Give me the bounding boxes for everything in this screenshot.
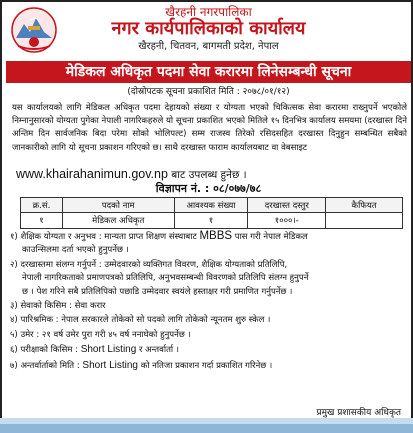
col-header-serial: क्र.सं. (21, 198, 63, 213)
table-row (21, 213, 403, 229)
item-1-degree: MBBS (199, 230, 233, 242)
notice-title: मेडिकल अधिकृत पदमा सेवा करारमा लिनेसम्बन्धी सूचना (6, 61, 411, 83)
publish-date-note: (दोस्रोपटक सूचना प्रकाशित मिति : २०७८/०१/१२) (127, 87, 290, 97)
list-item (10, 343, 408, 357)
cell-fee: १०००।- (248, 213, 326, 229)
municipality-name: खैरहनी नगरपालिका (165, 5, 252, 19)
col-header-fee: दरखास्त दस्तुर (248, 198, 326, 213)
item-6-rest: र अन्तर्वार्ता । (139, 345, 180, 356)
col-header-post: पदको नाम (62, 198, 174, 213)
list-item-cont: नेपाली नागरिकताको प्रमाणपत्रको प्रतिलिपि, अनुभवसम्बन्धी विवरणको प्रतिलिपि संलग्न हुनुपर्ने (22, 273, 309, 284)
notice-header (2, 2, 413, 70)
item-7-shortlisting: Short Listing (82, 359, 138, 371)
cell-count: १ (174, 213, 248, 229)
vacancy-table (20, 197, 403, 229)
office-name: नगर कार्यपालिकाको कार्यालय (111, 18, 306, 39)
cell-remarks (326, 213, 403, 229)
list-item: २) दरखास्तमा संलग्न गर्नुपर्ने : उम्मेदवारको व्यक्तिगत विवरण, शैक्षिक योग्यताको प्रतिलिपि, (10, 259, 288, 270)
item-1-text: १) शैक्षिक योग्यता र अनुभव : मान्यता प्राप्त शिक्षण संस्थाबाट (10, 232, 197, 242)
item-6-shortlisting: Short Listing (80, 344, 137, 356)
bottom-band (0, 424, 413, 433)
advertisement-number: विज्ञापन नं. : ०८/०७७/७८ (155, 182, 262, 195)
list-item-cont: काउन्सिलमा दर्ता भएको हुनुपर्नेछ । (22, 245, 129, 256)
website-line (16, 167, 411, 182)
item-6-label: ६) परीक्षाको किसिम : (10, 345, 78, 356)
list-item-cont: छ । पेश गरिने सबै प्रतिलिपिको पछाडि उम्मेदवार स्वयंले हस्ताक्षर गरी प्रमाणित गर्नुपर्नेछ । (22, 286, 293, 297)
table-header-row (21, 198, 403, 213)
col-header-remarks: कैफियत (326, 198, 403, 213)
item-1-text-cont: पास गरी नेपाल मेडिकल (234, 232, 308, 242)
bottom-strip (0, 418, 413, 433)
signatory-title: प्रमुख प्रशासकीय अधिकृत (316, 408, 401, 418)
cell-serial: १ (21, 213, 63, 229)
item-7-rest: को नतिजा प्रकाशन गर्दा प्रकाशित गरिनेछ । (140, 360, 273, 371)
list-item (10, 359, 408, 373)
website-link[interactable]: www.khairahanimun.gov.np (16, 167, 168, 181)
item-7-label: ७) अन्तर्वार्ताको मिति : (10, 360, 80, 371)
office-address: खैरहनी, चितवन, बागमती प्रदेश, नेपाल (138, 41, 279, 52)
list-item: ५) उमेर : २१ वर्ष उमेर पुरा गरी ४५ वर्ष ननाघेको हुनुपर्नेछ । (10, 329, 191, 340)
cell-post: मेडिकल अधिकृत (62, 213, 174, 229)
list-item: ४) पारिश्रमिक : नेपाल सरकारले तोकेको सो पदको लागि तोकेको न्यूनतम शुरु स्केल । (10, 315, 271, 326)
website-suffix: बाट उपलब्ध हुनेछ । (171, 169, 247, 181)
list-item: ३) सेवाको किसिम : सेवा करार (10, 301, 106, 312)
intro-paragraph: यस कार्यालयको लागि मेडिकल अधिकृत पदमा देहायको संख्या र योग्यता भएको चिकित्सक सेवा करारमा राख्नुपर्ने भएकोले निम्नानुसारको योग्यता पुगेका नेपाली नागरिकहरुले यो सूचना प्रकाशित भएको मितिले १५ दिनभित्र कार्यालय समयमा (दरखास्त दिने अन्तिम दिन सार्वजनिक बिदा परेमा सोको भोलिपल्ट) सम्म राजस्व तिरेको रसिदसहित दरखास्त दिनुहुन सम्बन्धित सबैको जानकारीको लागि यो सूचना प्रकाशन गरिएको छ। साथै दरखास्त फाराम कार्यालयबाट वा वेबसाइट (12, 103, 407, 153)
col-header-count: आवश्यक संख्या (174, 198, 248, 213)
list-item (10, 230, 408, 244)
requirements-list (10, 230, 408, 373)
